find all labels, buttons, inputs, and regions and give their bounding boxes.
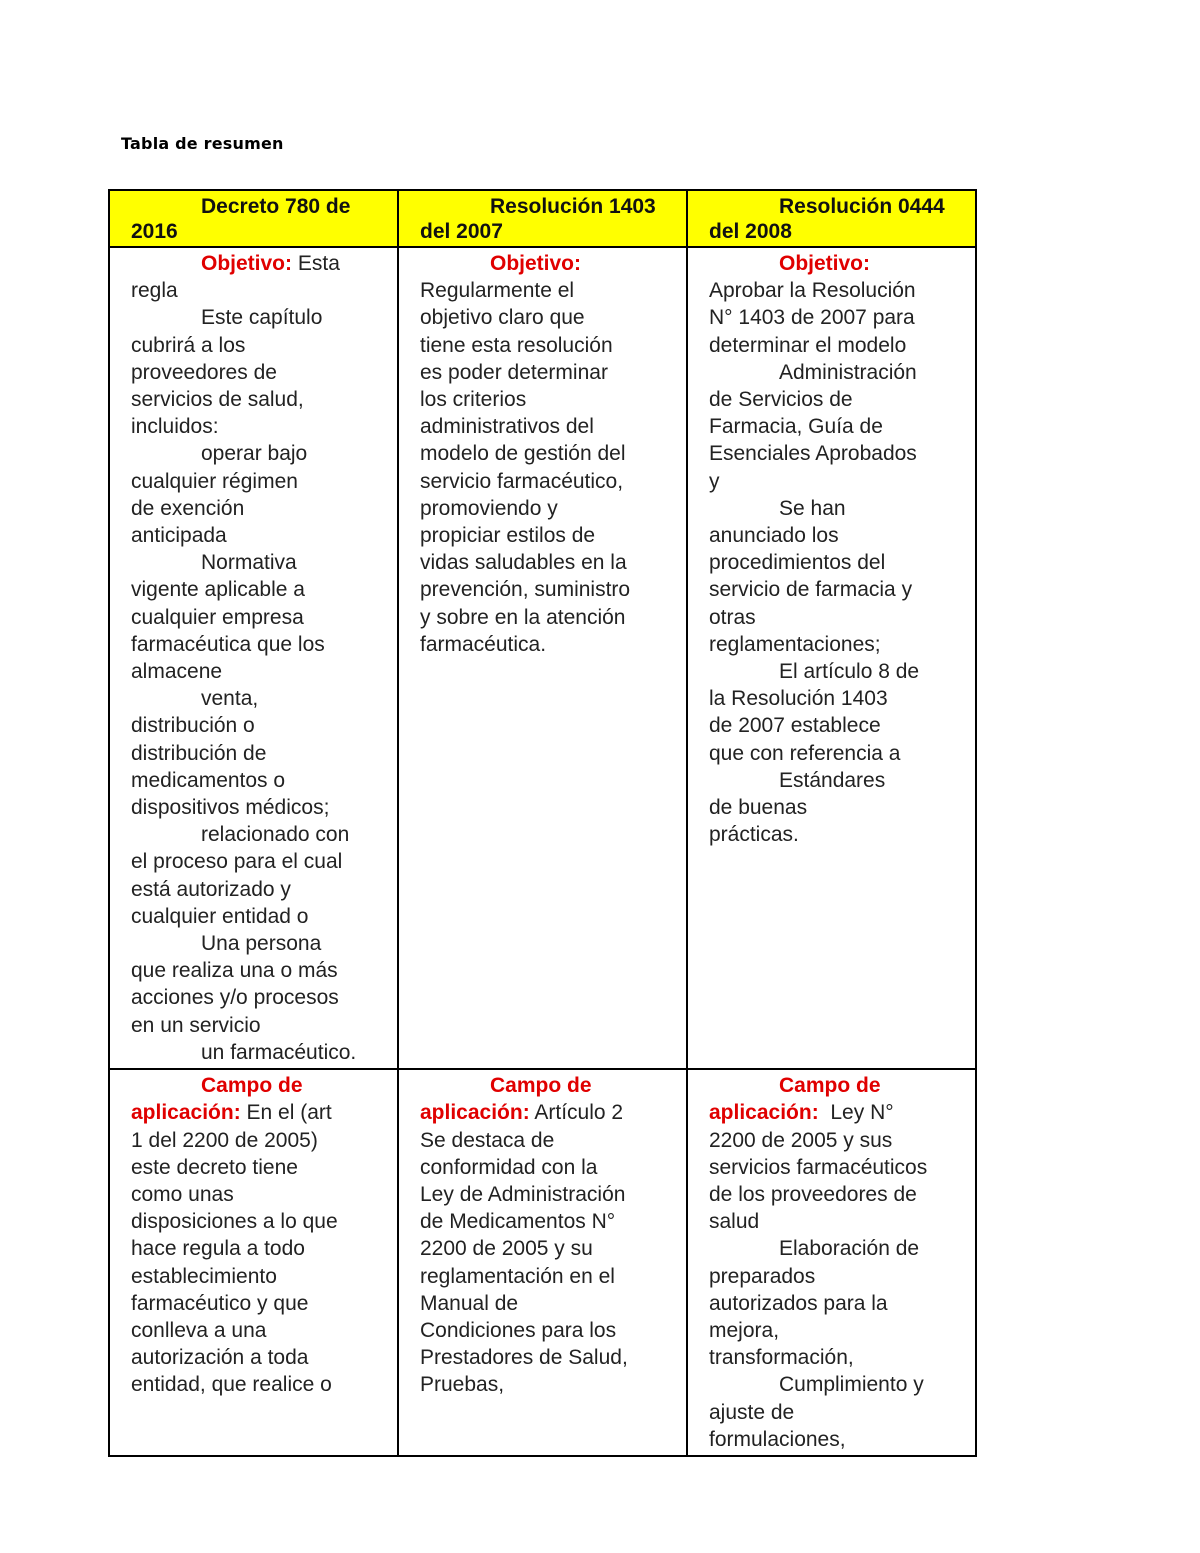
objetivo-label: Objetivo: (201, 252, 293, 275)
header-line-2: del 2007 (420, 220, 503, 243)
cell-line: distribución de (131, 741, 267, 765)
cell-line: servicio farmacéutico, (420, 469, 624, 493)
page-title: Tabla de resumen (121, 134, 284, 153)
cell-line: conlleva a una (131, 1318, 267, 1342)
cell-lines (131, 1127, 387, 1399)
cell-line: entidad, que realice o (131, 1373, 332, 1397)
cell-first-line (709, 250, 965, 277)
cell-line: Cumplimiento y (779, 1373, 924, 1397)
cell-line: 2200 de 2005 y sus (709, 1128, 893, 1152)
cell-line: establecimiento (131, 1264, 277, 1288)
cell-line: Este capítulo (201, 306, 323, 330)
cell-line: farmacéutica. (420, 632, 547, 656)
cell-line: cubrirá a los (131, 333, 246, 357)
cell-line: Aprobar la Resolución (709, 279, 916, 303)
cell-line: y (709, 469, 720, 493)
cell-line: formulaciones, (709, 1427, 846, 1451)
cell-campo-res-1403 (398, 1069, 687, 1456)
cell-line: administrativos del (420, 415, 594, 439)
cell-line: está autorizado y (131, 877, 291, 901)
campo-label-1: Campo de (779, 1074, 881, 1098)
cell-lines (131, 277, 387, 1066)
cell-line: venta, (201, 687, 259, 711)
cell-first-text: Artículo 2 (529, 1101, 624, 1125)
cell-lines (420, 1127, 676, 1399)
cell-line: El artículo 8 de (779, 660, 920, 684)
cell-line: promoviendo y (420, 496, 558, 520)
cell-line: de los proveedores de (709, 1182, 917, 1206)
cell-line: de buenas (709, 796, 808, 820)
cell-line: incluidos: (131, 415, 219, 439)
cell-line: dispositivos médicos; (131, 796, 330, 820)
header-line-1: Resolución 1403 (490, 195, 656, 218)
cell-campo-decreto (109, 1069, 398, 1456)
cell-first-text: En el (art (240, 1101, 332, 1125)
campo-label-2: aplicación: (131, 1101, 241, 1125)
cell-line: Elaboración de (779, 1237, 920, 1261)
campo-label-2: aplicación: (420, 1101, 530, 1125)
cell-line: autorización a toda (131, 1346, 309, 1370)
cell-line: modelo de gestión del (420, 442, 626, 466)
cell-line: y sobre en la atención (420, 605, 626, 629)
cell-line: propiciar estilos de (420, 524, 596, 548)
cell-line: salud (709, 1210, 760, 1234)
cell-line: el proceso para el cual (131, 850, 343, 874)
cell-line: objetivo claro que (420, 306, 585, 330)
cell-first-text: Ley N° (818, 1101, 894, 1125)
cell-line: un farmacéutico. (201, 1040, 357, 1064)
cell-line: de Servicios de (709, 388, 853, 412)
cell-line: la Resolución 1403 (709, 687, 888, 711)
cell-line: operar bajo (201, 442, 308, 466)
cell-line: que realiza una o más (131, 959, 338, 983)
cell-line: cualquier empresa (131, 605, 304, 629)
cell-line: servicios farmacéuticos (709, 1155, 928, 1179)
cell-line: Condiciones para los (420, 1318, 617, 1342)
cell-line: almacene (131, 660, 223, 684)
cell-line: de exención (131, 496, 245, 520)
cell-line: Una persona (201, 932, 322, 956)
cell-line: este decreto tiene (131, 1155, 298, 1179)
cell-second-line (709, 1099, 965, 1126)
cell-line: anticipada (131, 524, 227, 548)
cell-first-line (131, 250, 387, 277)
cell-line: de Medicamentos N° (420, 1210, 616, 1234)
cell-campo-res-0444 (687, 1069, 976, 1456)
cell-line: prácticas. (709, 823, 799, 847)
summary-table (108, 189, 977, 1457)
cell-line: en un servicio (131, 1013, 261, 1037)
header-resolucion-0444 (687, 190, 976, 247)
header-line-2: del 2008 (709, 220, 792, 243)
cell-line: otras (709, 605, 756, 629)
cell-line: tiene esta resolución (420, 333, 613, 357)
cell-line: farmacéutico y que (131, 1291, 309, 1315)
header-line-1: Resolución 0444 (779, 195, 945, 218)
cell-line: cualquier entidad o (131, 904, 309, 928)
objetivo-label: Objetivo: (779, 252, 871, 275)
cell-line: Administración (779, 360, 917, 384)
cell-line: disposiciones a lo que (131, 1210, 338, 1234)
cell-line: transformación, (709, 1346, 854, 1370)
cell-line: ajuste de (709, 1400, 795, 1424)
cell-line: es poder determinar (420, 360, 608, 384)
cell-second-line (420, 1099, 676, 1126)
cell-line: Ley de Administración (420, 1182, 626, 1206)
cell-line: mejora, (709, 1318, 780, 1342)
cell-line: Estándares (779, 768, 886, 792)
campo-label-1: Campo de (201, 1074, 303, 1098)
cell-line: Se destaca de (420, 1128, 555, 1152)
cell-line: reglamentaciones; (709, 632, 881, 656)
cell-line: medicamentos o (131, 768, 286, 792)
cell-line: que con referencia a (709, 741, 901, 765)
cell-objetivo-res-1403 (398, 247, 687, 1069)
cell-line: hace regula a todo (131, 1237, 305, 1261)
cell-line: conformidad con la (420, 1155, 598, 1179)
cell-second-line (131, 1099, 387, 1126)
cell-line: Normativa (201, 551, 297, 575)
cell-line: distribución o (131, 714, 255, 738)
cell-line: Se han (779, 496, 846, 520)
cell-line: Regularmente el (420, 279, 575, 303)
cell-first-line (420, 250, 676, 277)
table-header-row (109, 190, 976, 247)
cell-lines (420, 277, 676, 658)
table-row-objetivo (109, 247, 976, 1069)
cell-line: vigente aplicable a (131, 578, 305, 602)
cell-line: proveedores de (131, 360, 277, 384)
cell-line: vidas saludables en la (420, 551, 627, 575)
cell-line: procedimientos del (709, 551, 886, 575)
cell-line: Farmacia, Guía de (709, 415, 883, 439)
objetivo-label: Objetivo: (490, 252, 582, 275)
campo-label-1: Campo de (490, 1074, 592, 1098)
table-row-campo (109, 1069, 976, 1456)
cell-first-text: Esta (292, 252, 340, 275)
header-line-1: Decreto 780 de (201, 195, 351, 218)
cell-line: regla (131, 279, 178, 303)
header-line-2: 2016 (131, 220, 178, 243)
cell-line: acciones y/o procesos (131, 986, 339, 1010)
cell-objetivo-decreto (109, 247, 398, 1069)
cell-line: prevención, suministro (420, 578, 631, 602)
cell-line: Esenciales Aprobados (709, 442, 917, 466)
cell-line: reglamentación en el (420, 1264, 615, 1288)
cell-line: servicios de salud, (131, 388, 304, 412)
cell-line: Manual de (420, 1291, 519, 1315)
cell-line: 2200 de 2005 y su (420, 1237, 593, 1261)
cell-line: Prestadores de Salud, (420, 1346, 628, 1370)
cell-lines (709, 277, 965, 848)
cell-line: como unas (131, 1182, 234, 1206)
cell-line: anunciado los (709, 524, 839, 548)
cell-line: determinar el modelo (709, 333, 907, 357)
cell-line: de 2007 establece (709, 714, 881, 738)
cell-line: servicio de farmacia y (709, 578, 913, 602)
cell-line: los criterios (420, 388, 527, 412)
cell-line: farmacéutica que los (131, 632, 325, 656)
cell-line: preparados (709, 1264, 816, 1288)
cell-line: Pruebas, (420, 1373, 505, 1397)
cell-line: cualquier régimen (131, 469, 298, 493)
cell-line: 1 del 2200 de 2005) (131, 1128, 318, 1152)
campo-label-2: aplicación: (709, 1101, 819, 1125)
cell-line: relacionado con (201, 823, 350, 847)
cell-lines (709, 1127, 965, 1453)
cell-line: autorizados para la (709, 1291, 888, 1315)
cell-objetivo-res-0444 (687, 247, 976, 1069)
cell-line: N° 1403 de 2007 para (709, 306, 915, 330)
header-resolucion-1403 (398, 190, 687, 247)
header-decreto-780 (109, 190, 398, 247)
